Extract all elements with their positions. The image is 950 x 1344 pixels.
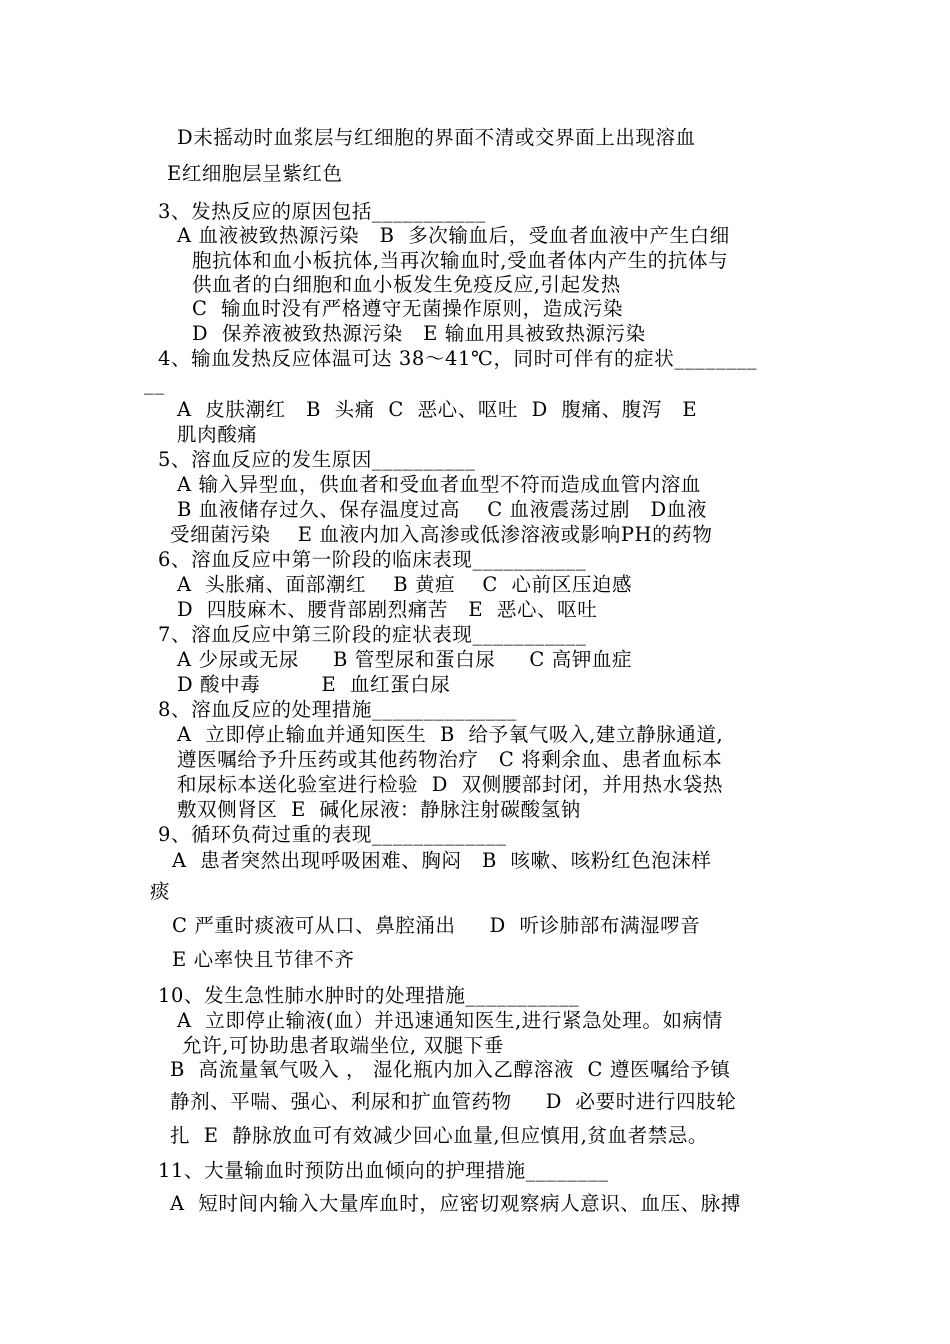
text-line: A 血液被致热源污染 B 多次输血后，受血者血液中产生白细 [177, 224, 730, 247]
text-line: 扎 E 静脉放血可有效减少回心血量,但应慎用,贫血者禁忌。 [170, 1124, 709, 1147]
text-line: 6、溶血反应中第一阶段的临床表现___________ [158, 548, 587, 571]
text-line: A 立即停止输血并通知医生 B 给予氧气吸入,建立静脉通道, [177, 723, 724, 746]
text-line: 4、输血发热反应体温可达 38～41℃，同时可伴有的症状________ [158, 347, 758, 370]
text-line: B 血液储存过久、保存温度过高 C 血液震荡过剧 D血液 [177, 498, 707, 521]
text-line: E红细胞层呈紫红色 [167, 162, 343, 185]
text-line: D 保养液被致热源污染 E 输血用具被致热源污染 [192, 322, 646, 345]
text-line: A 头胀痛、面部潮红 B 黄疸 C 心前区压迫感 [177, 573, 633, 596]
text-line: C 严重时痰液可从口、鼻腔涌出 D 听诊肺部布满湿啰音 [172, 914, 701, 937]
text-line: 供血者的白细胞和血小板发生免疫反应,引起发热 [192, 273, 621, 296]
text-line: D 酸中毒 E 血红蛋白尿 [177, 673, 451, 696]
text-line: 受细菌污染 E 血液内加入高渗或低渗溶液或影响PH的药物 [170, 523, 713, 546]
text-line: A 输入异型血，供血者和受血者血型不符而造成血管内溶血 [177, 473, 701, 496]
text-line: 10、发生急性肺水肿时的处理措施___________ [158, 984, 580, 1007]
text-line: E 心率快且节律不齐 [172, 948, 355, 971]
text-line: 和尿标本送化验室进行检验 D 双侧腰部封闭，并用热水袋热 [177, 773, 723, 796]
text-line: 敷双侧肾区 E 碱化尿液：静脉注射碳酸氢钠 [177, 798, 581, 821]
text-line: C 输血时没有严格遵守无菌操作原则，造成污染 [192, 297, 624, 320]
text-line: 遵医嘱给予升压药或其他药物治疗 C 将剩余血、患者血标本 [177, 748, 723, 771]
text-line: A 皮肤潮红 B 头痛 C 恶心、呕吐 D 腹痛、腹泻 E [177, 398, 698, 421]
text-line: B 高流量氧气吸入 ， 湿化瓶内加入乙醇溶液 C 遵医嘱给予镇 [170, 1058, 731, 1081]
text-line: 8、溶血反应的处理措施______________ [158, 698, 517, 721]
text-line: 9、循环负荷过重的表现_____________ [158, 823, 507, 846]
text-line: 11、大量输血时预防出血倾向的护理措施________ [158, 1159, 609, 1182]
text-line: 7、溶血反应中第三阶段的症状表现___________ [158, 623, 587, 646]
text-line: A 少尿或无尿 B 管型尿和蛋白尿 C 高钾血症 [177, 648, 633, 671]
text-line: __ [144, 372, 165, 395]
text-line: 静剂、平喘、强心、利尿和扩血管药物 D 必要时进行四肢轮 [170, 1090, 737, 1113]
text-line: 5、溶血反应的发生原因__________ [158, 448, 476, 471]
text-line: A 短时间内输入大量库血时，应密切观察病人意识、血压、脉搏 [170, 1192, 741, 1215]
text-line: 痰 [150, 880, 171, 903]
text-line: 允许,可协助患者取端坐位, 双腿下垂 [182, 1034, 504, 1057]
text-line: 肌肉酸痛 [177, 423, 258, 446]
text-line: A 患者突然出现呼吸困难、胸闷 B 咳嗽、咳粉红色泡沫样 [172, 849, 712, 872]
text-line: A 立即停止输液(血）并迅速通知医生,进行紧急处理。如病情 [177, 1009, 723, 1032]
text-line: 3、发热反应的原因包括___________ [158, 200, 486, 223]
text-line: 胞抗体和血小板抗体,当再次输血时,受血者体内产生的抗体与 [192, 249, 729, 272]
text-line: D 四肢麻木、腰背部剧烈痛苦 E 恶心、呕吐 [177, 598, 598, 621]
text-line: D未摇动时血浆层与红细胞的界面不清或交界面上出现溶血 [177, 126, 696, 149]
